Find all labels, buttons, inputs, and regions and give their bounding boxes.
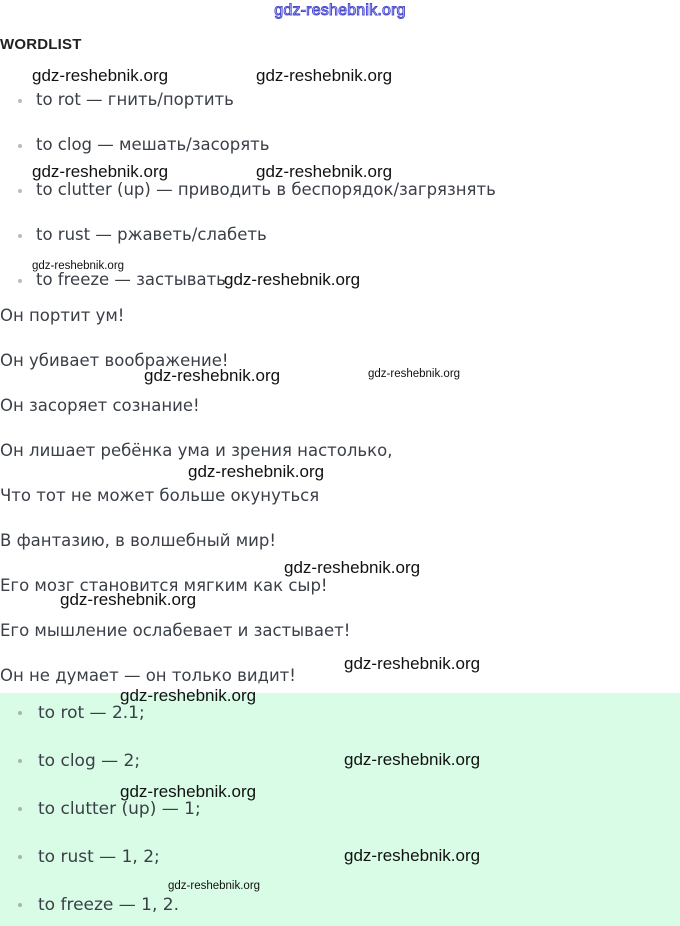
answer-entry: to rust — 1, 2; <box>38 847 160 867</box>
wordlist-entry: to rot — гнить/портить <box>36 90 234 109</box>
list-item <box>18 135 270 154</box>
watermark: gdz-reshebnik.org <box>32 260 125 272</box>
watermark: gdz-reshebnik.org <box>224 270 361 289</box>
poem-line: Его мышление ослабевает и застывает! <box>0 621 351 640</box>
answer-item <box>18 847 160 867</box>
poem-line: Его мозг становится мягким как сыр! <box>0 576 328 595</box>
site-watermark-top: gdz-reshebnik.org <box>274 2 406 19</box>
watermark: gdz-reshebnik.org <box>60 590 197 609</box>
wordlist-heading: WORDLIST <box>0 36 82 53</box>
answer-entry: to freeze — 1, 2. <box>38 895 180 915</box>
watermark: gdz-reshebnik.org <box>368 368 461 380</box>
bullet-icon <box>18 144 22 148</box>
answer-item <box>18 799 201 819</box>
bullet-icon <box>18 279 22 283</box>
answer-entry: to clutter (up) — 1; <box>38 799 201 819</box>
watermark: gdz-reshebnik.org <box>144 366 281 385</box>
poem-line: Он засоряет сознание! <box>0 396 200 415</box>
poem-line: Он не думает — он только видит! <box>0 666 296 685</box>
poem-line: В фантазию, в волшебный мир! <box>0 531 276 550</box>
wordlist-entry: to rust — ржаветь/слабеть <box>36 225 267 244</box>
bullet-icon <box>18 234 22 238</box>
answer-entry: to rot — 2.1; <box>38 703 145 723</box>
answer-item <box>18 703 145 723</box>
wordlist-entry: to clog — мешать/засорять <box>36 135 270 154</box>
watermark: gdz-reshebnik.org <box>284 558 421 577</box>
answer-item <box>18 895 179 915</box>
answers-box <box>0 693 680 926</box>
bullet-icon <box>18 903 22 907</box>
watermark: gdz-reshebnik.org <box>344 654 481 673</box>
watermark: gdz-reshebnik.org <box>188 462 325 481</box>
poem-line: Он портит ум! <box>0 306 125 325</box>
poem-line: Что тот не может больше окунуться <box>0 486 320 505</box>
watermark: gdz-reshebnik.org <box>344 846 481 865</box>
wordlist-entry: to clutter (up) — приводить в беспорядок/загрязнять <box>36 180 496 199</box>
watermark: gdz-reshebnik.org <box>256 162 393 181</box>
bullet-icon <box>18 759 22 763</box>
answer-item <box>18 751 140 771</box>
watermark: gdz-reshebnik.org <box>256 66 393 85</box>
watermark: gdz-reshebnik.org <box>120 686 257 705</box>
watermark: gdz-reshebnik.org <box>32 162 169 181</box>
list-item <box>18 180 496 199</box>
watermark: gdz-reshebnik.org <box>168 880 261 892</box>
watermark: gdz-reshebnik.org <box>32 66 169 85</box>
list-item <box>18 90 234 109</box>
bullet-icon <box>18 99 22 103</box>
bullet-icon <box>18 711 22 715</box>
list-item <box>18 270 226 289</box>
watermark: gdz-reshebnik.org <box>344 750 481 769</box>
poem-line: Он убивает воображение! <box>0 351 229 370</box>
answer-entry: to clog — 2; <box>38 751 141 771</box>
bullet-icon <box>18 855 22 859</box>
watermark: gdz-reshebnik.org <box>120 782 257 801</box>
poem-line: Он лишает ребёнка ума и зрения настолько, <box>0 441 393 460</box>
list-item <box>18 225 267 244</box>
wordlist-entry: to freeze — застывать <box>36 270 226 289</box>
bullet-icon <box>18 807 22 811</box>
bullet-icon <box>18 189 22 193</box>
